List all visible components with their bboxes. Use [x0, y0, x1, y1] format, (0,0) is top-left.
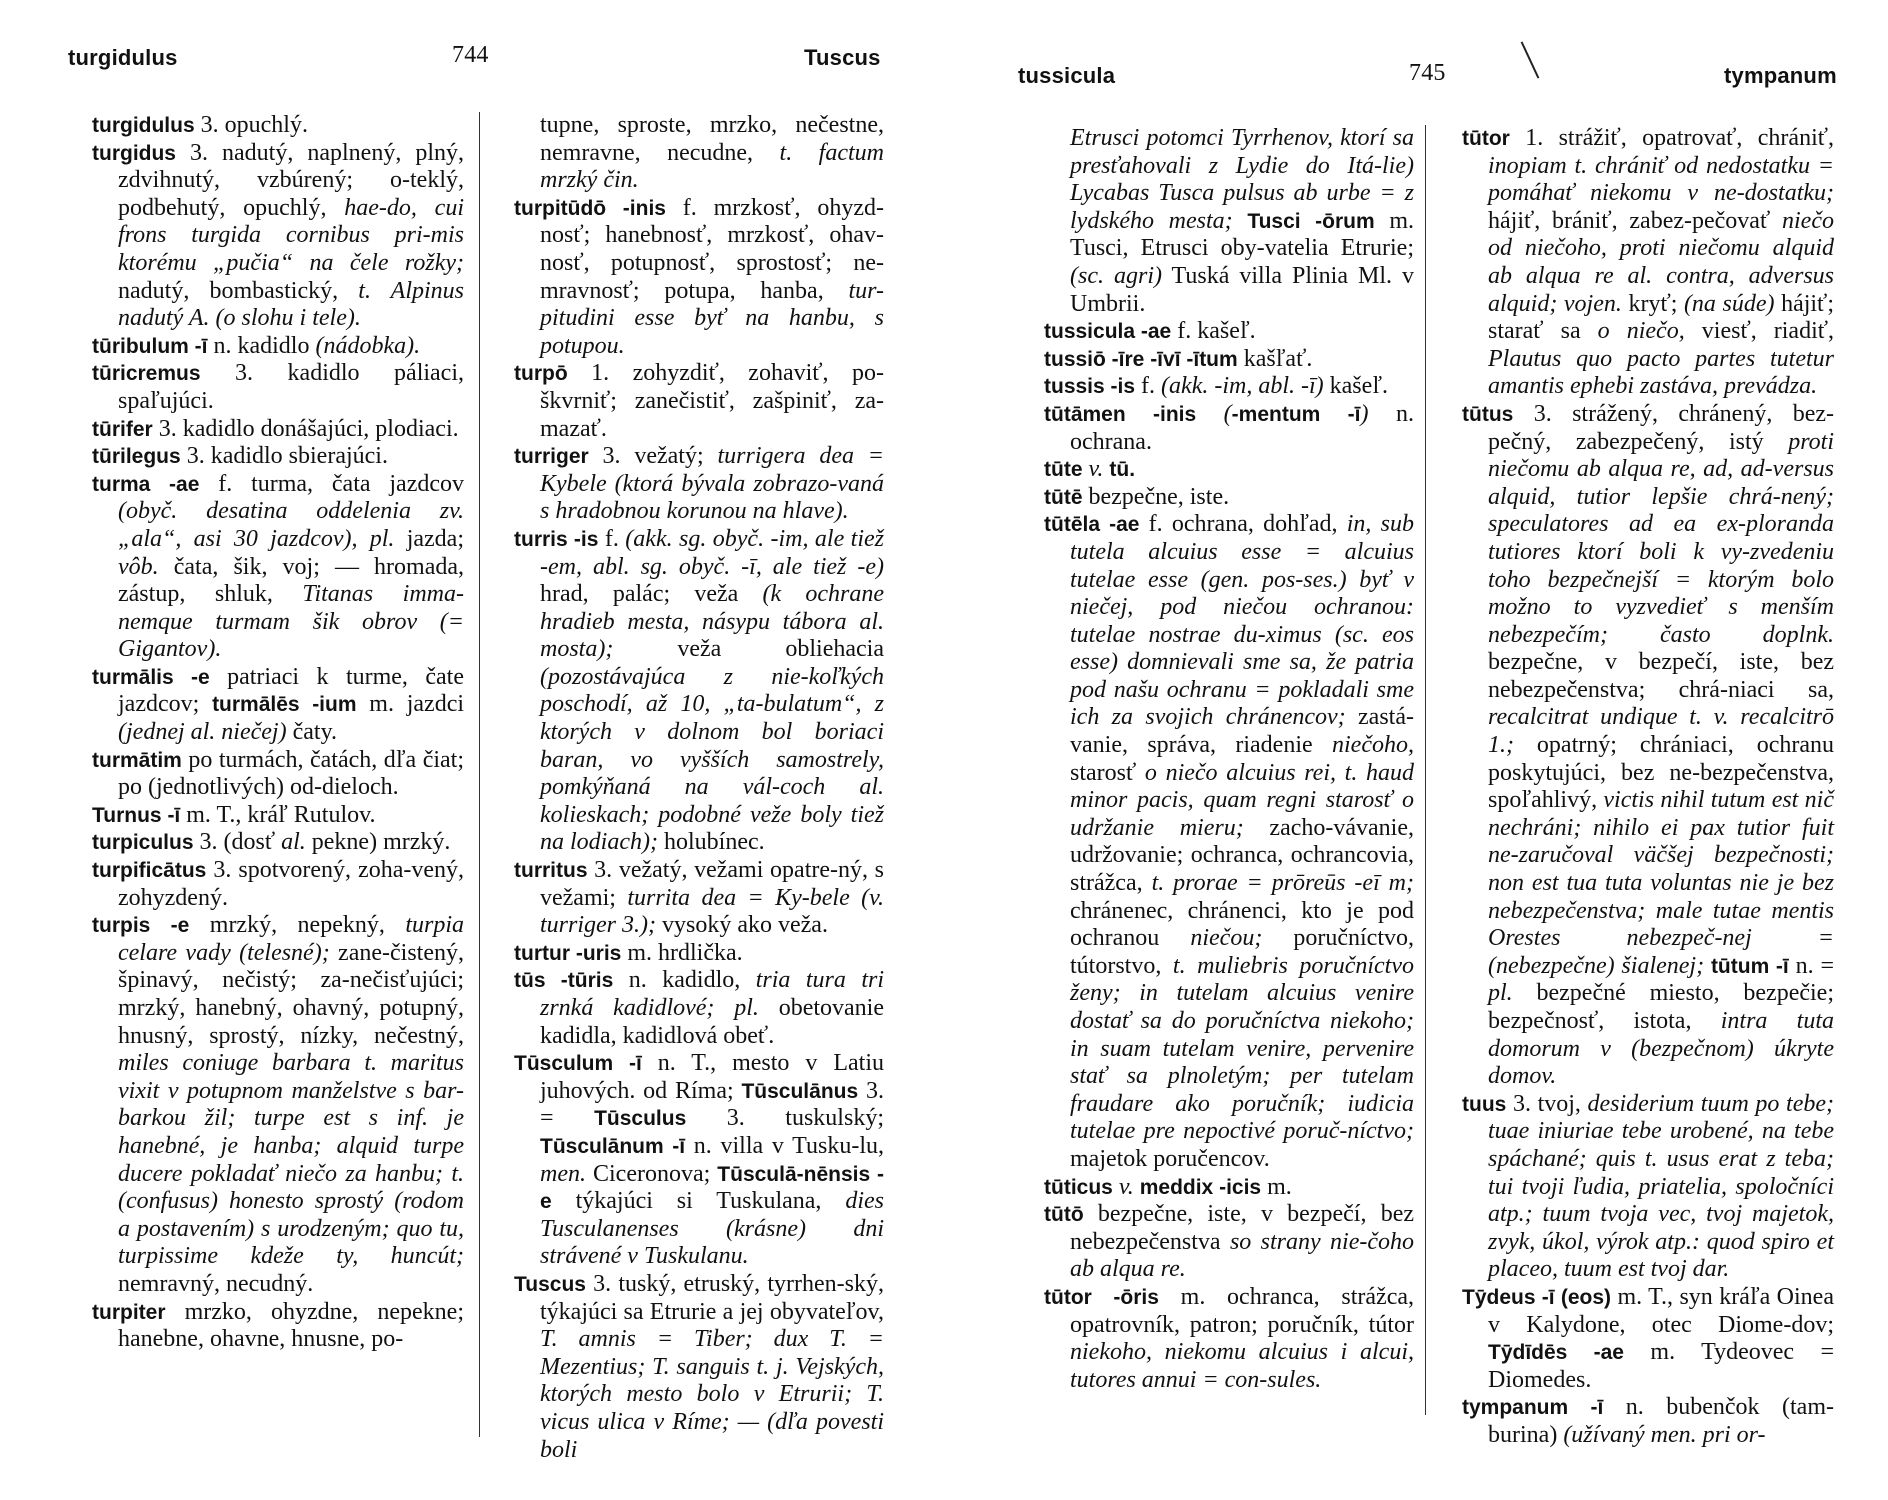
dictionary-entry: turgidulus 3. opuchlý.: [92, 112, 308, 138]
dictionary-entry: turpitūdō -inis f. mrzkosť, ohyzd-nosť; hanebnosť, mrzkosť, ohav-nosť, potupnosť, sprostosť; ne-mravnosť; potupa, hanba, tur-pitudini esse byť na hanbu, s potupou.: [514, 194, 884, 359]
dictionary-entry: tūtor -ōris m. ochranca, strážca, opatrovník, patron; poručník, tútor niekoho, niekomu alcuius i alcui, tutores annui = con-sules.: [1044, 1283, 1414, 1393]
dictionary-entry: turriger 3. vežatý; turrigera dea = Kybele (ktorá bývala zobrazo-vaná s hradobnou korunou na hlave).: [514, 443, 885, 525]
dictionary-entry: tussiō -īre -īvī -ītum kašľať.: [1044, 345, 1313, 372]
dictionary-entry: turgidus 3. nadutý, naplnený, plný, zdvihnutý, vzbúrený; o-teklý, podbehutý, opuchlý, hae-do, cui frons turgida cornibus pri-mis ktorému „pučia“ na čele rožky; nadutý, bombastický, t. Alpinus nadutý A. (o slohu i tele).: [92, 139, 465, 332]
dictionary-entry: tūrilegus 3. kadidlo sbierajúci.: [92, 443, 388, 470]
dictionary-entry: tūtus 3. strážený, chránený, bez-pečný, zabezpečený, istý proti niečomu ab alqua re, ad, ad-versus alquid, tutior lepšie chrá-nený; speculatores ad ea ex-ploranda tutiores ktorí boli k vy-zvedeniu toho bezpečnejší = ktorým bolo možno to vyzvedieť s menším nebezpečím; často doplnk. bezpečne, v bezpečí, iste, bez nebezpečenstva; chrá-niaci sa, recalcitrat undique t. v. recalcitrō 1.; opatrný; chrániaci, ochranu poskytujúci, bez ne-bezpečenstva, spoľahlivý, victis nihil tutum est nič nechráni; nihilo ei pax tutior fuit ne-zaručoval väčšej bezpečnosti; non est tua tuta voluntas nie je bez nebezpečenstva; male tutae mentis Orestes nebezpeč-nej = (nebezpečne) šialenej; tūtum -ī n. = pl. bezpečné miesto, bezpečie; bezpečnosť, istota, intra tuta domorum v (bezpečnom) úkryte domov.: [1462, 400, 1835, 1090]
right-page: [944, 0, 1888, 1500]
dictionary-entry: tūtāmen -inis (-mentum -ī) n. ochrana.: [1044, 400, 1414, 455]
dictionary-entry: tūtēla -ae f. ochrana, dohľad, in, sub tutela alcuius esse = alcuius tutelae esse (gen. pos-ses.) byť v niečej, pod niečou ochranou: tutelae nostrae du-ximus (sc. eos esse) domnievali sme sa, že patria pod našu ochranu = pokladali sme ich za svojich chránencov; zastá-vanie, správa, riadenie niečoho, starosť o niečo alcuius rei, t. haud minor pacis, quam regni starosť o udržanie mieru; zacho-vávanie, udržovanie; ochranca, ochrancovia, strážca, t. prorae = prōreūs -eī m; chránenec, chránenci, kto je pod ochranou niečou; poručníctvo, tútorstvo, t. muliebris poručníctvo ženy; in tutelam alcuius venire dostať sa do poručníctva niekoho; in suam tutelam venire, pervenire stať sa plnoletým; per tutelam fraudare ako poručník; iudicia tutelae pre nepoctivé poruč-níctvo; majetok poručencov.: [1044, 511, 1414, 1172]
dictionary-entry: turpō 1. zohyzdiť, zohaviť, po-škvrniť; zanečistiť, zašpiniť, za-mazať.: [514, 360, 884, 442]
dictionary-entry: tūte v. tū.: [1044, 456, 1136, 483]
dictionary-entry: turmālis -e patriaci k turme, čate jazdcov; turmālēs -ium m. jazdci (jednej al. niečej) čaty.: [92, 663, 465, 746]
dictionary-entry: turma -ae f. turma, čata jazdcov (obyč. desatina oddelenia zv. „ala“, asi 30 jazdcov), pl. jazda; vôb. čata, šik, voj; — hromada, zástup, shluk, Titanas imma-nemque turmam šik obrov (= Gigantov).: [92, 470, 465, 663]
dictionary-entry: tūtor 1. strážiť, opatrovať, chrániť, inopiam t. chrániť od nedostatku = pomáhať niekomu v ne-dostatku; hájiť, brániť, zabez-pečovať niečo od niečoho, proti niečomu alquid ab alqua re al. contra, adversus alquid; vojen. kryť; (na súde) hájiť; starať sa o niečo, viesť, riadiť, Plautus quo pacto partes tutetur amantis ephebi zastáva, prevádza.: [1462, 125, 1834, 400]
dictionary-entry: Turnus -ī m. T., kráľ Rutulov.: [92, 801, 376, 828]
dictionary-entry: Tūsculum -ī n. T., mesto v Latiu juhových. od Ríma; Tūsculānus 3. = Tūsculus 3. tuskulský; Tūsculānum -ī n. villa v Tusku-lu, men. Ciceronova; Tūsculā-nēnsis -e týkajúci si Tuskulana, dies Tusculanenses (krásne) dni strávené v Tuskulanu.: [514, 1050, 885, 1270]
dictionary-entry: tūticus v. meddix -icis m.: [1044, 1173, 1292, 1200]
dictionary-entry: tūtō bezpečne, iste, v bezpečí, bez nebezpečenstva so strany nie-čoho ab alqua re.: [1044, 1201, 1414, 1283]
dictionary-entry: tūricremus 3. kadidlo páliaci, spaľujúci.: [92, 360, 464, 414]
dictionary-entry: tussicula -ae f. kašeľ.: [1044, 318, 1256, 345]
column-divider: [1425, 125, 1426, 1415]
dictionary-entry: Etrusci potomci Tyrrhenov, ktorí sa presťahovali z Lydie do Itá-lie) Lycabas Tusca pulsus ab urbe = z lydského mesta; Tusci -ōrum m. Tusci, Etrusci oby-vatelia Etrurie; (sc. agri) Tuská villa Plinia Ml. v Umbrii.: [1070, 125, 1415, 317]
dictionary-entry: tympanum -ī n. bubenčok (tam-burina) (užívaný men. pri or-: [1462, 1394, 1834, 1448]
column-divider: [479, 112, 480, 1437]
dictionary-entry: tuus 3. tvoj, desiderium tuum po tebe; tuae iniuriae tebe urobené, na tebe spáchané; quis t. usus erat z teba; tui tvoji ľudia, priatelia, spoločníci atp.; tuum tvoja vec, tvoj majetok, zvyk, úkol, výrok atp.: quod spiro et placeo, tuum est tvoj dar.: [1462, 1090, 1834, 1283]
dictionary-entry: turpis -e mrzký, nepekný, turpia celare vady (telesné); zane-čistený, špinavý, nečistý; za-nečisťujúci; mrzký, hanebný, ohavný, potupný, hnusný, sprostý, nízky, nečestný, miles coniuge barbara t. maritus vixit v potupnom manželstve s bar-barkou žil; turpe est s inf. je hanebné, je hanba; alquid turpe ducere pokladať niečo za hanbu; t. (confusus) honesto sprostý (rodom a postavením) s urodzeným; quo tu, turpissime kdeže ty, huncút; nemravný, necudný.: [92, 912, 464, 1297]
dictionary-entry: tussis -is f. (akk. -im, abl. -ī) kašeľ.: [1044, 373, 1389, 400]
right-page-column-1: [1044, 125, 1414, 1394]
dictionary-entry: tūs -tūris n. kadidlo, tria tura tri zrnká kadidlové; pl. obetovanie kadidla, kadidlová obeť.: [514, 967, 884, 1049]
pencil-mark: [1521, 41, 1540, 78]
running-head-left: turgidulus: [68, 45, 178, 70]
dictionary-entry: turpificātus 3. spotvorený, zoha-vený, zohyzdený.: [92, 857, 464, 911]
left-page-column-2: [514, 112, 884, 1464]
dictionary-entry: turpiter mrzko, ohyzdne, nepekne; hanebne, ohavne, hnusne, po-: [92, 1298, 464, 1353]
dictionary-entry: Tȳdeus -ī (eos) m. T., syn kráľa Oinea v Kalydone, otec Diome-dov; Tȳdīdēs -ae m. Tydeovec = Diomedes.: [1462, 1283, 1834, 1393]
running-head-left: tussicula: [1018, 63, 1116, 88]
dictionary-entry: turtur -uris m. hrdlička.: [514, 939, 743, 966]
dictionary-entry: tūrifer 3. kadidlo donášajúci, plodiaci.: [92, 415, 459, 442]
dictionary-entry: tūtē bezpečne, iste.: [1044, 483, 1230, 510]
dictionary-entry: tūribulum -ī n. kadidlo (nádobka).: [92, 332, 421, 359]
page-number: 744: [452, 42, 489, 68]
right-page-column-2: [1462, 125, 1834, 1450]
running-head-right: Tuscus: [804, 45, 881, 70]
dictionary-entry: turpiculus 3. (dosť al. pekne) mrzký.: [92, 829, 451, 856]
dictionary-entry: turmātim po turmách, čatách, dľa čiat; po (jednotlivých) od-dieloch.: [92, 746, 464, 801]
running-head-right: tympanum: [1724, 63, 1837, 88]
left-page-column-1: [92, 112, 464, 1354]
dictionary-entry: Tuscus 3. tuský, etruský, tyrrhen-ský, týkajúci sa Etrurie a jej obyvateľov, T. amnis = Tiber; dux T. = Mezentius; T. sanguis t. j. Vejských, ktorých mesto bolo v Etrurii; T. vicus ulica v Ríme; — (dľa povesti boli: [514, 1270, 884, 1463]
page-number: 745: [1409, 60, 1446, 86]
dictionary-entry: turritus 3. vežatý, vežami opatre-ný, s vežami; turrita dea = Ky-bele (v. turriger 3.); vysoký ako veža.: [514, 857, 884, 939]
dictionary-entry: turris -is f. (akk. sg. obyč. -im, ale tiež -em, abl. sg. obyč. -ī, ale tiež -e) hrad, palác; veža (k ochrane hradieb mesta, násypu tábora al. mosta); veža obliehacia (pozostávajúca z nie-koľkých poschodí, až 10, „ta-bulatum“, z ktorých v dolnom bol boriaci baran, vo vyšších samostrely, pomkýňaná na vál-coch al. kolieskach; podobné veže boly tiež na lodiach); holubínec.: [514, 525, 884, 856]
dictionary-entry: tupne, sproste, mrzko, nečestne, nemravne, necudne, t. factum mrzký čin.: [540, 112, 884, 194]
